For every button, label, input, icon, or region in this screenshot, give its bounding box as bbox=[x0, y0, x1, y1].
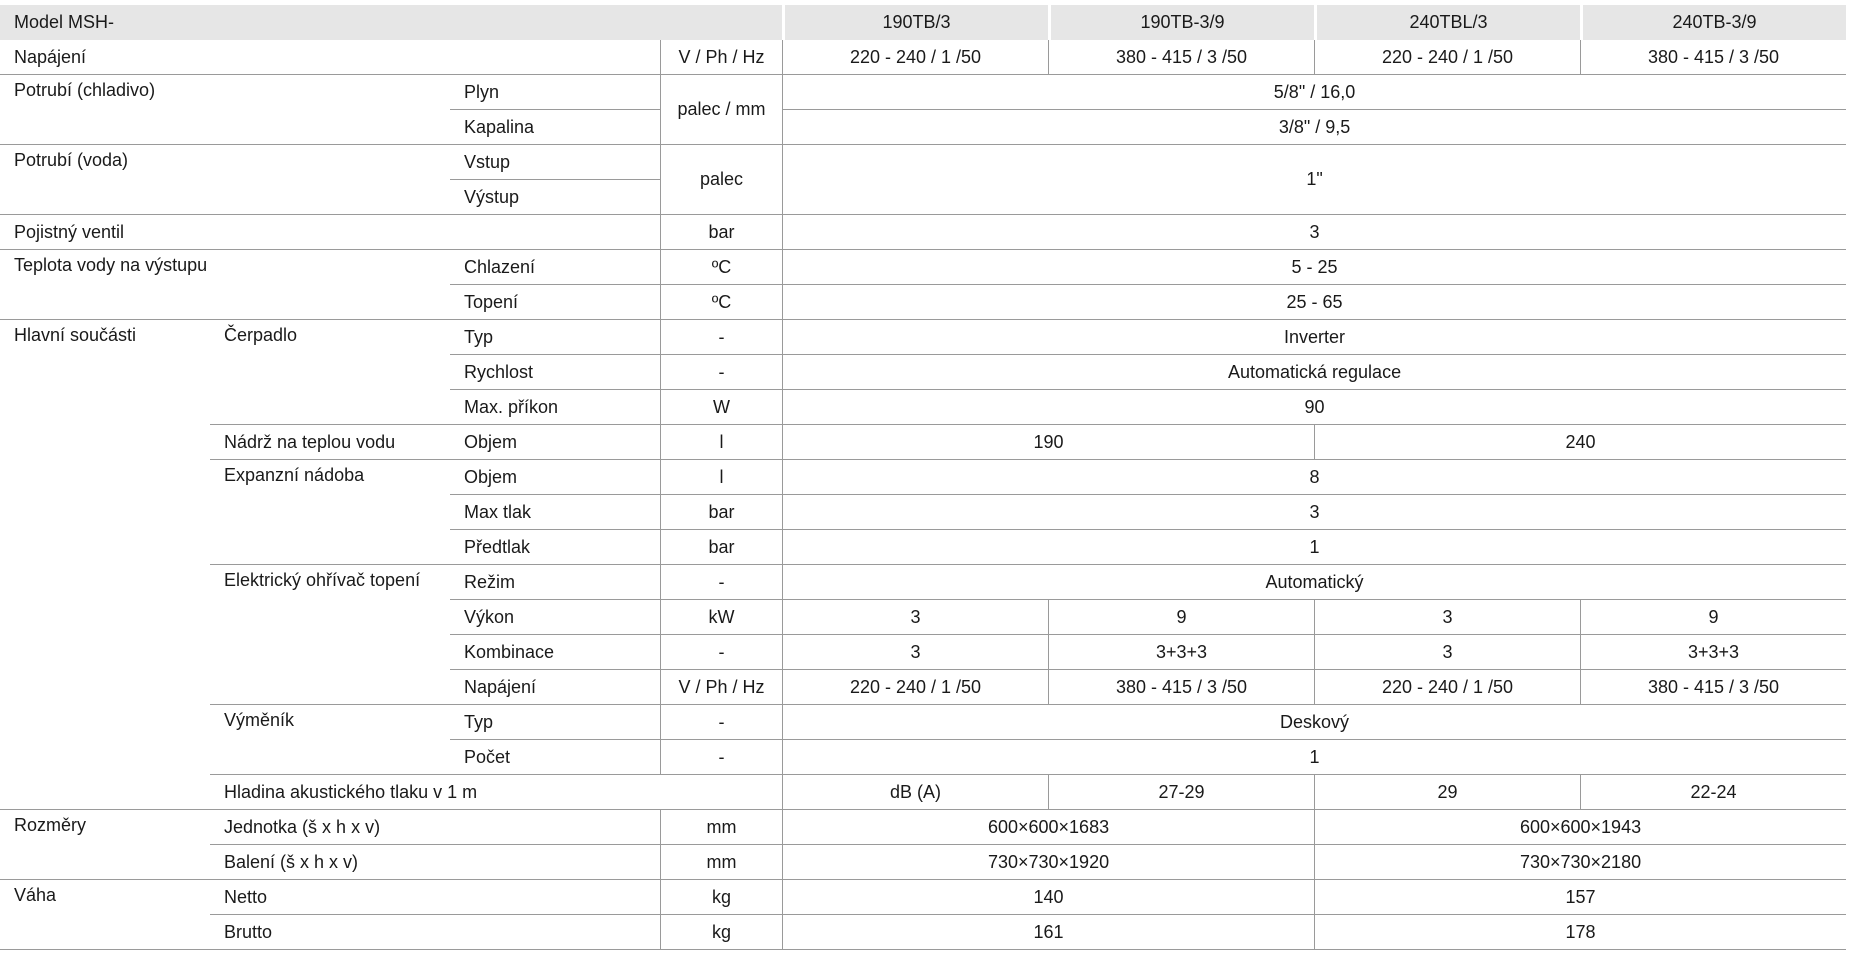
value-cell: 9 bbox=[1048, 600, 1314, 635]
model-name: 240TB-3/9 bbox=[1580, 5, 1846, 40]
value-cell: 220 - 240 / 1 /50 bbox=[1314, 40, 1580, 75]
row-label: Rozměry bbox=[0, 810, 210, 880]
value-cell: 1" bbox=[782, 145, 1846, 215]
table-row bbox=[0, 250, 1846, 285]
row-label: Hlavní součásti bbox=[0, 320, 210, 810]
row-label: Napájení bbox=[0, 40, 660, 75]
table-row bbox=[0, 915, 1846, 950]
value-cell: 3 bbox=[782, 215, 1846, 250]
value-cell: 157 bbox=[1314, 880, 1846, 915]
value-cell: 8 bbox=[782, 460, 1846, 495]
unit-cell: bar bbox=[660, 530, 782, 565]
sub-label: Režim bbox=[450, 565, 660, 600]
sub-label: Rychlost bbox=[450, 355, 660, 390]
group-label: Elektrický ohřívač topení bbox=[210, 565, 450, 705]
sub-label: Brutto bbox=[210, 915, 660, 950]
model-name: 190TB/3 bbox=[782, 5, 1048, 40]
unit-cell: ºC bbox=[660, 250, 782, 285]
model-name: 240TBL/3 bbox=[1314, 5, 1580, 40]
value-cell: 220 - 240 / 1 /50 bbox=[1314, 670, 1580, 705]
value-cell: 240 bbox=[1314, 425, 1846, 460]
value-cell: 380 - 415 / 3 /50 bbox=[1580, 40, 1846, 75]
unit-cell: bar bbox=[660, 495, 782, 530]
value-cell: Automatická regulace bbox=[782, 355, 1846, 390]
header-row bbox=[0, 5, 1846, 40]
value-cell: Automatický bbox=[782, 565, 1846, 600]
table-row bbox=[0, 565, 1846, 600]
value-cell: 1 bbox=[782, 530, 1846, 565]
unit-cell: V / Ph / Hz bbox=[660, 670, 782, 705]
unit-cell: - bbox=[660, 355, 782, 390]
table-row bbox=[0, 880, 1846, 915]
sub-label: Výstup bbox=[450, 180, 660, 215]
value-cell: 29 bbox=[1314, 775, 1580, 810]
value-cell: 730×730×2180 bbox=[1314, 845, 1846, 880]
unit-cell: V / Ph / Hz bbox=[660, 40, 782, 75]
table-row bbox=[0, 145, 1846, 180]
sub-label: Objem bbox=[450, 425, 660, 460]
group-label: Čerpadlo bbox=[210, 320, 450, 425]
row-label: Váha bbox=[0, 880, 210, 950]
unit-cell: kW bbox=[660, 600, 782, 635]
value-cell: 380 - 415 / 3 /50 bbox=[1048, 40, 1314, 75]
sub-label: Výkon bbox=[450, 600, 660, 635]
table-row bbox=[0, 705, 1846, 740]
value-cell: Inverter bbox=[782, 320, 1846, 355]
value-cell: 730×730×1920 bbox=[782, 845, 1314, 880]
unit-cell: - bbox=[660, 635, 782, 670]
value-cell: 3 bbox=[1314, 600, 1580, 635]
sub-label: Chlazení bbox=[450, 250, 660, 285]
model-name: 190TB-3/9 bbox=[1048, 5, 1314, 40]
value-cell: 3 bbox=[782, 600, 1048, 635]
value-cell: 90 bbox=[782, 390, 1846, 425]
value-cell: 27-29 bbox=[1048, 775, 1314, 810]
value-cell: 220 - 240 / 1 /50 bbox=[782, 40, 1048, 75]
sub-label: Typ bbox=[450, 705, 660, 740]
unit-cell: l bbox=[660, 425, 782, 460]
table-row bbox=[0, 320, 1846, 355]
sub-label: Napájení bbox=[450, 670, 660, 705]
value-cell: 9 bbox=[1580, 600, 1846, 635]
sub-label: Max. příkon bbox=[450, 390, 660, 425]
row-label: Teplota vody na výstupu bbox=[0, 250, 450, 320]
sub-label: Netto bbox=[210, 880, 660, 915]
sub-label: Balení (š x h x v) bbox=[210, 845, 660, 880]
sub-label: Objem bbox=[450, 460, 660, 495]
value-cell: 600×600×1683 bbox=[782, 810, 1314, 845]
sub-label: Vstup bbox=[450, 145, 660, 180]
unit-cell: palec bbox=[660, 145, 782, 215]
sub-label: Kombinace bbox=[450, 635, 660, 670]
unit-cell: W bbox=[660, 390, 782, 425]
spec-table bbox=[0, 5, 1846, 950]
unit-cell: kg bbox=[660, 915, 782, 950]
value-cell: 161 bbox=[782, 915, 1314, 950]
table-row bbox=[0, 845, 1846, 880]
value-cell: 5 - 25 bbox=[782, 250, 1846, 285]
unit-cell: - bbox=[660, 740, 782, 775]
model-label: Model MSH- bbox=[0, 5, 782, 40]
value-cell: 3+3+3 bbox=[1580, 635, 1846, 670]
value-cell: 1 bbox=[782, 740, 1846, 775]
value-cell: 600×600×1943 bbox=[1314, 810, 1846, 845]
sub-label: Kapalina bbox=[450, 110, 660, 145]
value-cell: Deskový bbox=[782, 705, 1846, 740]
unit-cell: bar bbox=[660, 215, 782, 250]
value-cell: 3+3+3 bbox=[1048, 635, 1314, 670]
sub-label: Počet bbox=[450, 740, 660, 775]
group-label: Expanzní nádoba bbox=[210, 460, 450, 565]
unit-cell: ºC bbox=[660, 285, 782, 320]
value-cell: 5/8" / 16,0 bbox=[782, 75, 1846, 110]
table-row bbox=[0, 215, 1846, 250]
unit-cell: mm bbox=[660, 845, 782, 880]
table-row bbox=[0, 425, 1846, 460]
unit-cell: dB (A) bbox=[782, 775, 1048, 810]
row-label: Potrubí (chladivo) bbox=[0, 75, 450, 145]
value-cell: 178 bbox=[1314, 915, 1846, 950]
table-row bbox=[0, 40, 1846, 75]
unit-cell: - bbox=[660, 705, 782, 740]
table-row bbox=[0, 75, 1846, 110]
value-cell: 3 bbox=[782, 635, 1048, 670]
value-cell: 140 bbox=[782, 880, 1314, 915]
group-label: Nádrž na teplou vodu bbox=[210, 425, 450, 460]
row-label: Pojistný ventil bbox=[0, 215, 660, 250]
table-row bbox=[0, 810, 1846, 845]
value-cell: 25 - 65 bbox=[782, 285, 1846, 320]
unit-cell: l bbox=[660, 460, 782, 495]
row-label: Hladina akustického tlaku v 1 m bbox=[210, 775, 782, 810]
table-row bbox=[0, 775, 1846, 810]
table-row bbox=[0, 460, 1846, 495]
sub-label: Předtlak bbox=[450, 530, 660, 565]
row-label: Potrubí (voda) bbox=[0, 145, 450, 215]
value-cell: 380 - 415 / 3 /50 bbox=[1048, 670, 1314, 705]
sub-label: Jednotka (š x h x v) bbox=[210, 810, 660, 845]
value-cell: 380 - 415 / 3 /50 bbox=[1580, 670, 1846, 705]
sub-label: Max tlak bbox=[450, 495, 660, 530]
group-label: Výměník bbox=[210, 705, 450, 775]
value-cell: 3 bbox=[1314, 635, 1580, 670]
value-cell: 190 bbox=[782, 425, 1314, 460]
unit-cell: - bbox=[660, 320, 782, 355]
sub-label: Typ bbox=[450, 320, 660, 355]
value-cell: 3/8" / 9,5 bbox=[782, 110, 1846, 145]
value-cell: 22-24 bbox=[1580, 775, 1846, 810]
sub-label: Plyn bbox=[450, 75, 660, 110]
sub-label: Topení bbox=[450, 285, 660, 320]
unit-cell: kg bbox=[660, 880, 782, 915]
unit-cell: - bbox=[660, 565, 782, 600]
unit-cell: palec / mm bbox=[660, 75, 782, 145]
unit-cell: mm bbox=[660, 810, 782, 845]
value-cell: 220 - 240 / 1 /50 bbox=[782, 670, 1048, 705]
value-cell: 3 bbox=[782, 495, 1846, 530]
